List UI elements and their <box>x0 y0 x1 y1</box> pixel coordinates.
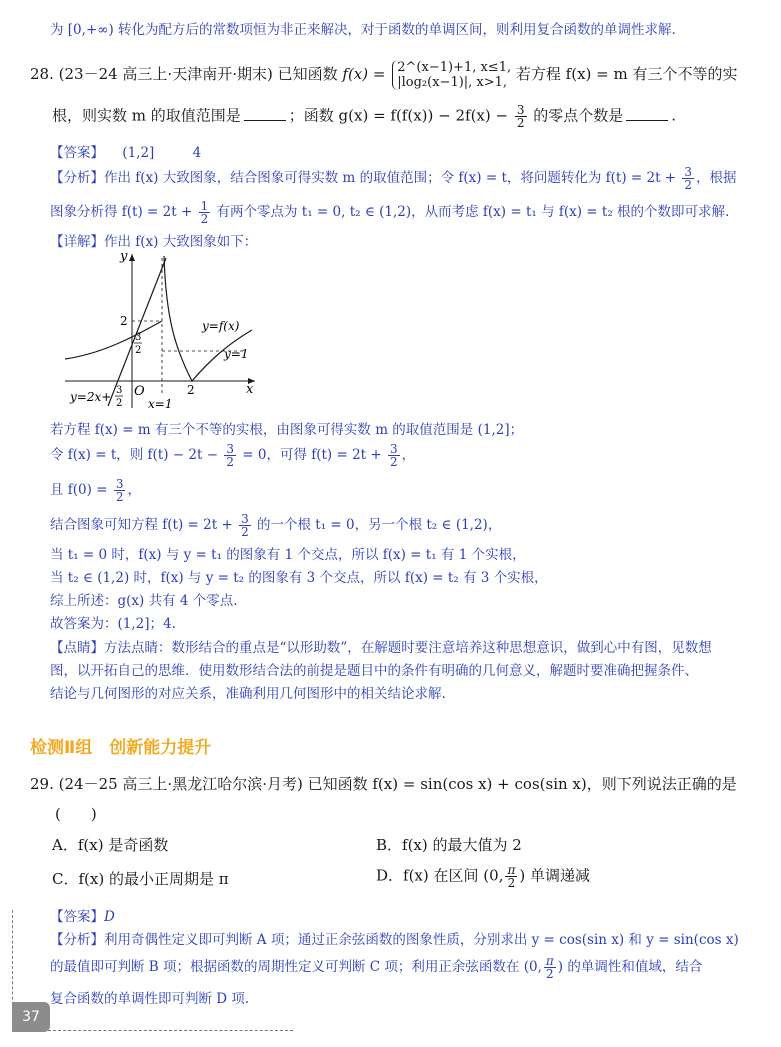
graph-label-x2: 2 <box>187 383 195 397</box>
graph-label-2: 2 <box>120 314 128 328</box>
q29-source: (24－25 高三上·黑龙江哈尔滨·月考) <box>58 775 303 793</box>
curve-exp-branch <box>65 321 162 359</box>
graph-label-line: y=2x+ <box>70 390 112 404</box>
q28-line2-b: ；函数 g(x) = f(f(x)) − 2f(x) − <box>288 106 509 125</box>
q28-blank-2[interactable] <box>626 120 668 121</box>
q28-detail-1: 若方程 f(x) = m 有三个不等的实根，由图象可得实数 m 的取值范围是 (1,2]； <box>50 422 524 438</box>
q28-line2-c: 的零点个数是 <box>533 106 624 125</box>
q28-number: 28. <box>30 65 54 83</box>
q29-stem <box>30 773 737 794</box>
q29-option-b[interactable]: B．f(x) 的最大值为 2 <box>376 836 522 854</box>
graph-label-2-den: 2 <box>135 345 142 356</box>
y-axis-arrow-icon <box>129 254 135 261</box>
q29-paren[interactable]: ( ) <box>55 805 97 823</box>
q28-analysis-2: 图象分析得 f(t) = 2t + $\frac{1}{2}$ 有两个零点为 t₁ = 0, t₂ ∈ (1,2)，从而考虑 f(x) = t₁ 与 f(x) = t₂ 根的个数即可求解. <box>50 199 730 226</box>
q29-analysis-1: 【分析】利用奇偶性定义即可判断 A 项；通过正余弦函数的图象性质，分别求出 y = cos(sin x) 和 y = sin(cos x) <box>50 932 739 948</box>
graph-label-fx: y=f(x) <box>202 319 240 333</box>
q29-answer: 【答案】D <box>50 909 115 925</box>
q28-stem-line2 <box>52 104 676 129</box>
graph-x-label: x <box>246 382 254 397</box>
q28-detail-4: 结合图象可知方程 f(t) = 2t + $\frac{3}{2}$ 的一个根 t₁ = 0，另一个根 t₂ ∈ (1,2)， <box>50 512 502 539</box>
q28-answer-2: 4 <box>192 145 202 161</box>
q28-frac-3-2: $\frac{3}{2}$ <box>516 103 525 130</box>
graph-label-x1: x=1 <box>148 397 173 411</box>
page-dashed-border-bottom <box>48 1030 293 1031</box>
q28-detail-7: 综上所述：g(x) 共有 4 个零点. <box>50 593 238 609</box>
graph-label-line-num: 3 <box>116 385 123 396</box>
q28-piecewise <box>392 60 511 90</box>
q28-answer: 【答案】 (1,2] 4 <box>50 145 202 161</box>
q28-stem-line1 <box>30 60 737 90</box>
q28-line2-end: . <box>671 106 677 125</box>
q28-detail-3: 且 f(0) = $\frac{3}{2}$ ， <box>50 477 141 504</box>
q29-option-c[interactable]: C．f(x) 的最小正周期是 π <box>52 870 229 888</box>
q29-text: 已知函数 f(x) = sin(cos x) + cos(sin x)，则下列说法正确的是 <box>307 775 737 793</box>
q29-analysis-3: 复合函数的单调性即可判断 D 项. <box>50 991 250 1007</box>
graph-label-y1: y=1 <box>224 347 249 361</box>
q28-tip-2: 图，以开拓自己的思维．使用数形结合法的前提是题目中的条件有明确的几何意义，解题时要准确把握条件、 <box>50 663 698 679</box>
q28-detail-6: 当 t₂ ∈ (1,2) 时，f(x) 与 y = t₂ 的图象有 3 个交点，所以 f(x) = t₂ 有 3 个实根， <box>50 570 548 586</box>
q28-detail-5: 当 t₁ = 0 时，f(x) 与 y = t₁ 的图象有 1 个交点，所以 f(x) = t₁ 有 1 个实根， <box>50 547 526 563</box>
q28-graph <box>60 248 270 413</box>
q29-number: 29. <box>30 775 54 793</box>
graph-label-3: 3 <box>135 332 142 343</box>
q28-detail-2: 令 f(x) = t，则 f(t) − 2t − $\frac{3}{2}$ = 0，可得 f(t) = 2t + $\frac{3}{2}$ ， <box>50 442 416 469</box>
q28-text-2: 若方程 f(x) = m 有三个不等的实 <box>515 65 738 83</box>
top-note: 为 [0,+∞) 转化为配方后的常数项恒为非正来解决，对于函数的单调区间，则利用复合函数的单调性求解. <box>50 22 676 38</box>
q29-option-d[interactable]: D．f(x) 在区间 (0, $\frac{\pi}{2}$ ) 单调递减 <box>376 863 591 890</box>
q28-fx: f(x) = <box>342 65 386 83</box>
q29-analysis-2: 的最值即可判断 B 项；根据函数的周期性定义可判断 C 项；利用正余弦函数在 (0, $\frac{\pi}{2}$ ) 的单调性和值域，结合 <box>50 954 703 981</box>
graph-origin-label: O <box>134 384 145 399</box>
q28-analysis-1: 【分析】作出 f(x) 大致图象，结合图象可得实数 m 的取值范围；令 f(x) = t，将问题转化为 f(t) = 2t + $\frac{3}{2}$ ，根据 <box>50 165 737 192</box>
q28-detail-intro: 【详解】作出 f(x) 大致图象如下： <box>50 234 258 250</box>
q28-text-1: 已知函数 <box>277 65 338 83</box>
q28-source: (23－24 高三上·天津南开·期末) <box>58 65 273 83</box>
q29-option-a[interactable]: A．f(x) 是奇函数 <box>52 836 169 854</box>
section-title: 检测Ⅱ组 创新能力提升 <box>30 738 212 758</box>
q28-case-2: |log₂(x−1)|, x>1, <box>397 75 508 90</box>
page-number: 37 <box>12 1002 50 1032</box>
graph-label-line-den: 2 <box>116 398 123 409</box>
q28-line2-a: 根，则实数 m 的取值范围是 <box>52 106 241 125</box>
q28-blank-1[interactable] <box>244 120 286 121</box>
q28-answer-1: (1,2] <box>122 145 155 161</box>
q28-detail-8: 故答案为：(1,2]；4. <box>50 616 176 632</box>
q28-tip-3: 结论与几何图形的对应关系，准确利用几何图形中的相关结论求解. <box>50 686 446 702</box>
graph-y-label: y <box>120 249 128 264</box>
q28-tip-1: 【点睛】方法点睛：数形结合的重点是“以形助数”，在解题时要注意培养这种思想意识，做到心中有图，见数想 <box>50 640 712 656</box>
q28-case-1: 2^(x−1)+1, x≤1, <box>397 60 512 75</box>
